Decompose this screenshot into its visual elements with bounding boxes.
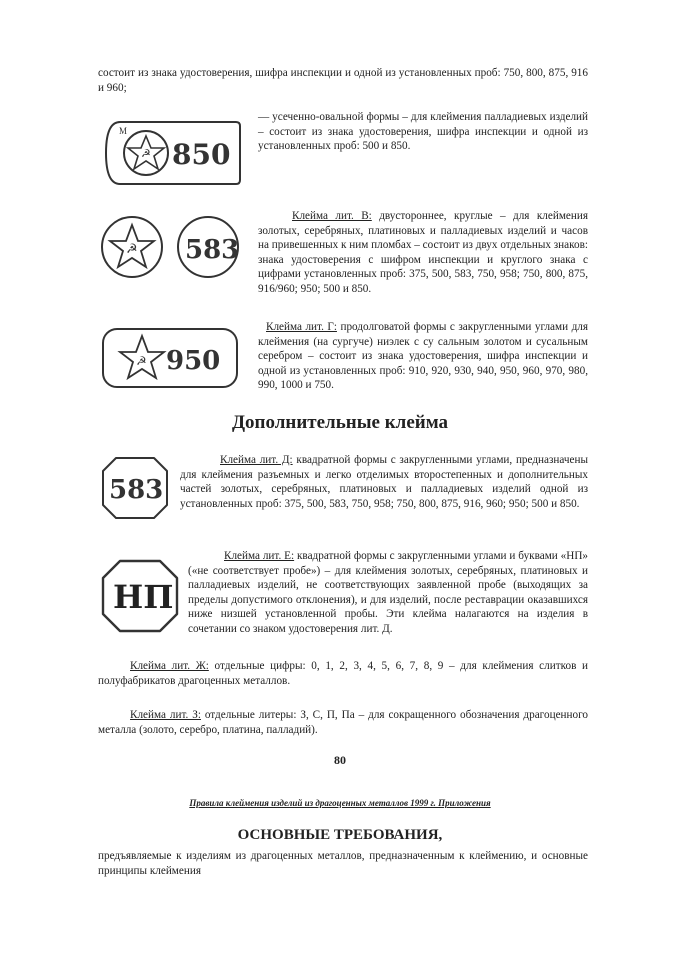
mark-z-label: Клейма лит. З: <box>130 709 201 721</box>
mark-d-paragraph <box>180 453 588 511</box>
running-header: Правила клеймения изделий из драгоценных металлов 1999 г. Приложения <box>189 798 491 808</box>
mark-v-paragraph <box>258 209 588 297</box>
mark-z-text: отдельные литеры: З, С, П, Па – для сокращенного обозначения драгоценного металла (золото, серебро, платина, палладий). <box>98 709 589 736</box>
intro-paragraph: состоит из знака удостоверения, шифра инспекции и одной из установленных проб: 750, 800, 875, 916 и 960; <box>98 67 588 94</box>
mark-e-label: Клейма лит. Е: <box>224 550 295 562</box>
mark-v-text: двустороннее, круглые – для клеймения золотых, серебряных, платиновых и палладиевых изделий и часов на привешенных к ним пломбах – состоит из двух отдельных знаков: знака удостоверения с шифром инспекции и круглого знака с цифрами установленных проб: 375, 500, 583, 750, 958; 750, 800, 875, 916/960; 950; 500 и 850. <box>258 210 588 295</box>
stamp-number: 950 <box>166 346 221 376</box>
hammer-sickle-icon: ☭ <box>126 241 138 256</box>
mark-v-label: Клейма лит. В: <box>292 210 372 222</box>
section-title: Дополнительные клейма <box>231 412 449 433</box>
stamp-number: 583 <box>109 475 164 505</box>
stamp-letters: НП <box>113 578 174 616</box>
section2-paragraph: предъявляемые к изделиям из драгоценных металлов, предназначенным к клеймению, и основные принципы клеймения <box>98 850 588 877</box>
hammer-sickle-icon: ☭ <box>136 354 147 368</box>
mark-z-paragraph <box>98 708 588 737</box>
double-sided-stamp-image <box>98 213 248 283</box>
mark-zh-paragraph <box>98 659 588 688</box>
page-number: 80 <box>334 753 346 767</box>
mark-d-label: Клейма лит. Д: <box>220 454 293 466</box>
mark-e-paragraph <box>188 549 588 637</box>
mark-b-paragraph: — усеченно-овальной формы – для клеймения палладиевых изделий – состоит из знака удостоверения, шифра инспекции и одной из установленных проб: 500 и 850. <box>258 111 588 153</box>
stamp-number: 850 <box>172 138 231 171</box>
oblong-stamp-image <box>100 326 240 390</box>
mark-g-paragraph <box>258 320 588 393</box>
hammer-sickle-icon: ☭ <box>141 148 151 160</box>
np-stamp-image <box>100 558 180 634</box>
palladium-stamp-image <box>102 118 242 188</box>
stamp-prefix: M <box>119 126 128 136</box>
section2-title: ОСНОВНЫЕ ТРЕБОВАНИЯ, <box>237 827 443 843</box>
mark-e-text: квадратной формы с закругленными углами и буквами «НП» («не соответствует пробе») – для клеймения золотых, серебряных, платиновых и палладиевых изделий, не соответствующих заявленной пробе (выходящих за пределы допустимого отклонения), и для изделий, после реставрации оказавшихся ниже низшей установленной пробы. Эти клейма налагаются на изделия в сочетании со знаком удостоверения лит. Д. <box>188 550 589 635</box>
stamp-number: 583 <box>185 235 240 265</box>
mark-zh-text: отдельные цифры: 0, 1, 2, 3, 4, 5, 6, 7, 8, 9 – для клеймения слитков и полуфабрикатов драгоценных металлов. <box>98 660 589 687</box>
mark-d-text: квадратной формы с закругленными углами, предназначены для клеймения разъемных и легко отделимых второстепенных и дополнительных частей золотых, серебряных, платиновых и палладиевых изделий одной из установленных проб: 375, 500, 583, 750, 958; 750, 800, 875, 916, 960; 950; 500 и 850. <box>180 454 589 510</box>
mark-g-text: продолговатой формы с закругленными углами для клеймения (на сургуче) ниэлек с су сальным золотом и сусальным серебром – состоит из знака удостоверения, шифра инспекции и одной из установленных проб: 910, 920, 930, 940, 950, 960, 970, 980, 990, 1000 и 750. <box>258 321 588 392</box>
mark-zh-label: Клейма лит. Ж: <box>130 660 209 672</box>
additional-stamp-image <box>100 455 170 521</box>
mark-g-label: Клейма лит. Г: <box>266 321 337 333</box>
